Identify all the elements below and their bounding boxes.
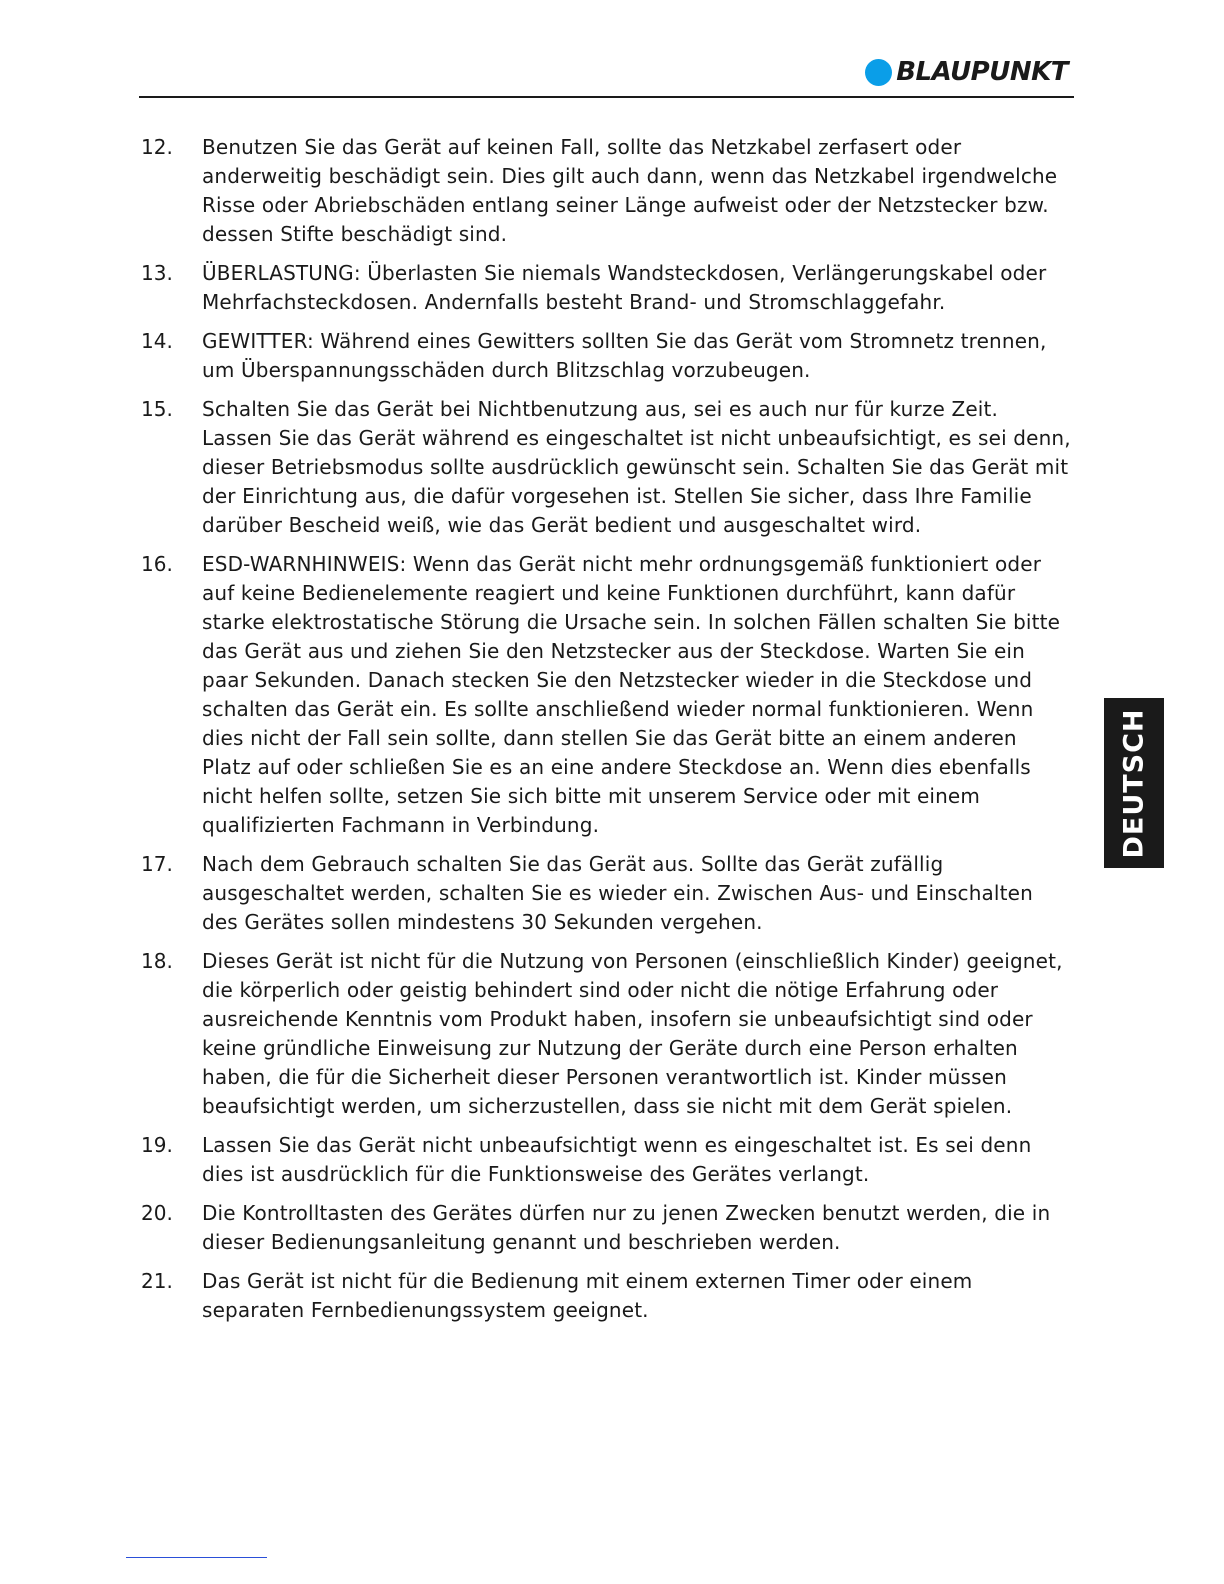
item-text: Die Kontrolltasten des Gerätes dürfen nur zu jenen Zwecken benutzt werden, die in dieser Bedienungsanleitung genannt und beschrieben werden. — [202, 1201, 1051, 1254]
item-number: 18. — [141, 949, 173, 973]
item-number: 14. — [141, 329, 173, 353]
list-item — [141, 550, 1081, 840]
brand-dot-icon — [865, 59, 892, 86]
list-item — [141, 133, 1081, 249]
item-number: 20. — [141, 1201, 173, 1225]
item-number: 19. — [141, 1133, 173, 1157]
item-text: Dieses Gerät ist nicht für die Nutzung von Personen (einschließlich Kinder) geeignet, die körperlich oder geistig behindert sind oder nicht die nötige Erfahrung oder ausreichende Kenntnis vom Produkt haben, insofern sie unbeaufsichtigt sind oder keine gründliche Einweisung zur Nutzung der Geräte durch eine Person erhalten haben, die für die Sicherheit dieser Personen verantwortlich ist. Kinder müssen beaufsichtigt werden, um sicherzustellen, dass sie nicht mit dem Gerät spielen. — [202, 949, 1063, 1118]
item-number: 21. — [141, 1269, 173, 1293]
list-item — [141, 327, 1081, 385]
item-text: ÜBERLASTUNG: Überlasten Sie niemals Wandsteckdosen, Verlängerungskabel oder Mehrfachsteckdosen. Andernfalls besteht Brand- und Stromschlaggefahr. — [202, 261, 1047, 314]
language-tab-label: DEUTSCH — [1118, 707, 1150, 859]
page-header — [139, 52, 1074, 98]
safety-instructions-list — [141, 133, 1081, 1335]
brand-name: BLAUPUNKT — [896, 57, 1068, 87]
item-text: Das Gerät ist nicht für die Bedienung mit einem externen Timer oder einem separaten Fernbedienungssystem geeignet. — [202, 1269, 973, 1322]
item-text: Lassen Sie das Gerät nicht unbeaufsichtigt wenn es eingeschaltet ist. Es sei denn dies ist ausdrücklich für die Funktionsweise des Gerätes verlangt. — [202, 1133, 1032, 1186]
list-item — [141, 850, 1081, 937]
item-number: 13. — [141, 261, 173, 285]
brand-logo — [865, 58, 1068, 86]
language-tab — [1104, 698, 1164, 868]
item-number: 16. — [141, 552, 173, 576]
item-text: Nach dem Gebrauch schalten Sie das Gerät aus. Sollte das Gerät zufällig ausgeschaltet werden, schalten Sie es wieder ein. Zwischen Aus- und Einschalten des Gerätes sollen mindestens 30 Sekunden vergehen. — [202, 852, 1033, 934]
footer-divider — [126, 1557, 267, 1558]
item-number: 15. — [141, 397, 173, 421]
list-item — [141, 395, 1081, 540]
list-item — [141, 1131, 1081, 1189]
list-item — [141, 1267, 1081, 1325]
item-text: Schalten Sie das Gerät bei Nichtbenutzung aus, sei es auch nur für kurze Zeit. Lassen Sie das Gerät während es eingeschaltet ist nicht unbeaufsichtigt, es sei denn, dieser Betriebsmodus sollte ausdrücklich gewünscht sein. Schalten Sie das Gerät mit der Einrichtung aus, die dafür vorgesehen ist. Stellen Sie sicher, dass Ihre Familie darüber Bescheid weiß, wie das Gerät bedient und ausgeschaltet wird. — [202, 397, 1071, 537]
item-text: GEWITTER: Während eines Gewitters sollten Sie das Gerät vom Stromnetz trennen, um Überspannungsschäden durch Blitzschlag vorzubeugen. — [202, 329, 1047, 382]
list-item — [141, 947, 1081, 1121]
list-item — [141, 1199, 1081, 1257]
item-number: 12. — [141, 135, 173, 159]
item-text: Benutzen Sie das Gerät auf keinen Fall, sollte das Netzkabel zerfasert oder anderweitig beschädigt sein. Dies gilt auch dann, wenn das Netzkabel irgendwelche Risse oder Abriebschäden entlang seiner Länge aufweist oder der Netzstecker bzw. dessen Stifte beschädigt sind. — [202, 135, 1058, 246]
item-number: 17. — [141, 852, 173, 876]
item-text: ESD-WARNHINWEIS: Wenn das Gerät nicht mehr ordnungsgemäß funktioniert oder auf keine Bedienelemente reagiert und keine Funktionen durchführt, kann dafür starke elektrostatische Störung die Ursache sein. In solchen Fällen schalten Sie bitte das Gerät aus und ziehen Sie den Netzstecker aus der Steckdose. Warten Sie ein paar Sekunden. Danach stecken Sie den Netzstecker wieder in die Steckdose und schalten das Gerät ein. Es sollte anschließend wieder normal funktionieren. Wenn dies nicht der Fall sein sollte, dann stellen Sie das Gerät bitte an einem anderen Platz auf oder schließen Sie es an eine andere Steckdose an. Wenn dies ebenfalls nicht helfen sollte, setzen Sie sich bitte mit unserem Service oder mit einem qualifizierten Fachmann in Verbindung. — [202, 552, 1061, 837]
list-item — [141, 259, 1081, 317]
